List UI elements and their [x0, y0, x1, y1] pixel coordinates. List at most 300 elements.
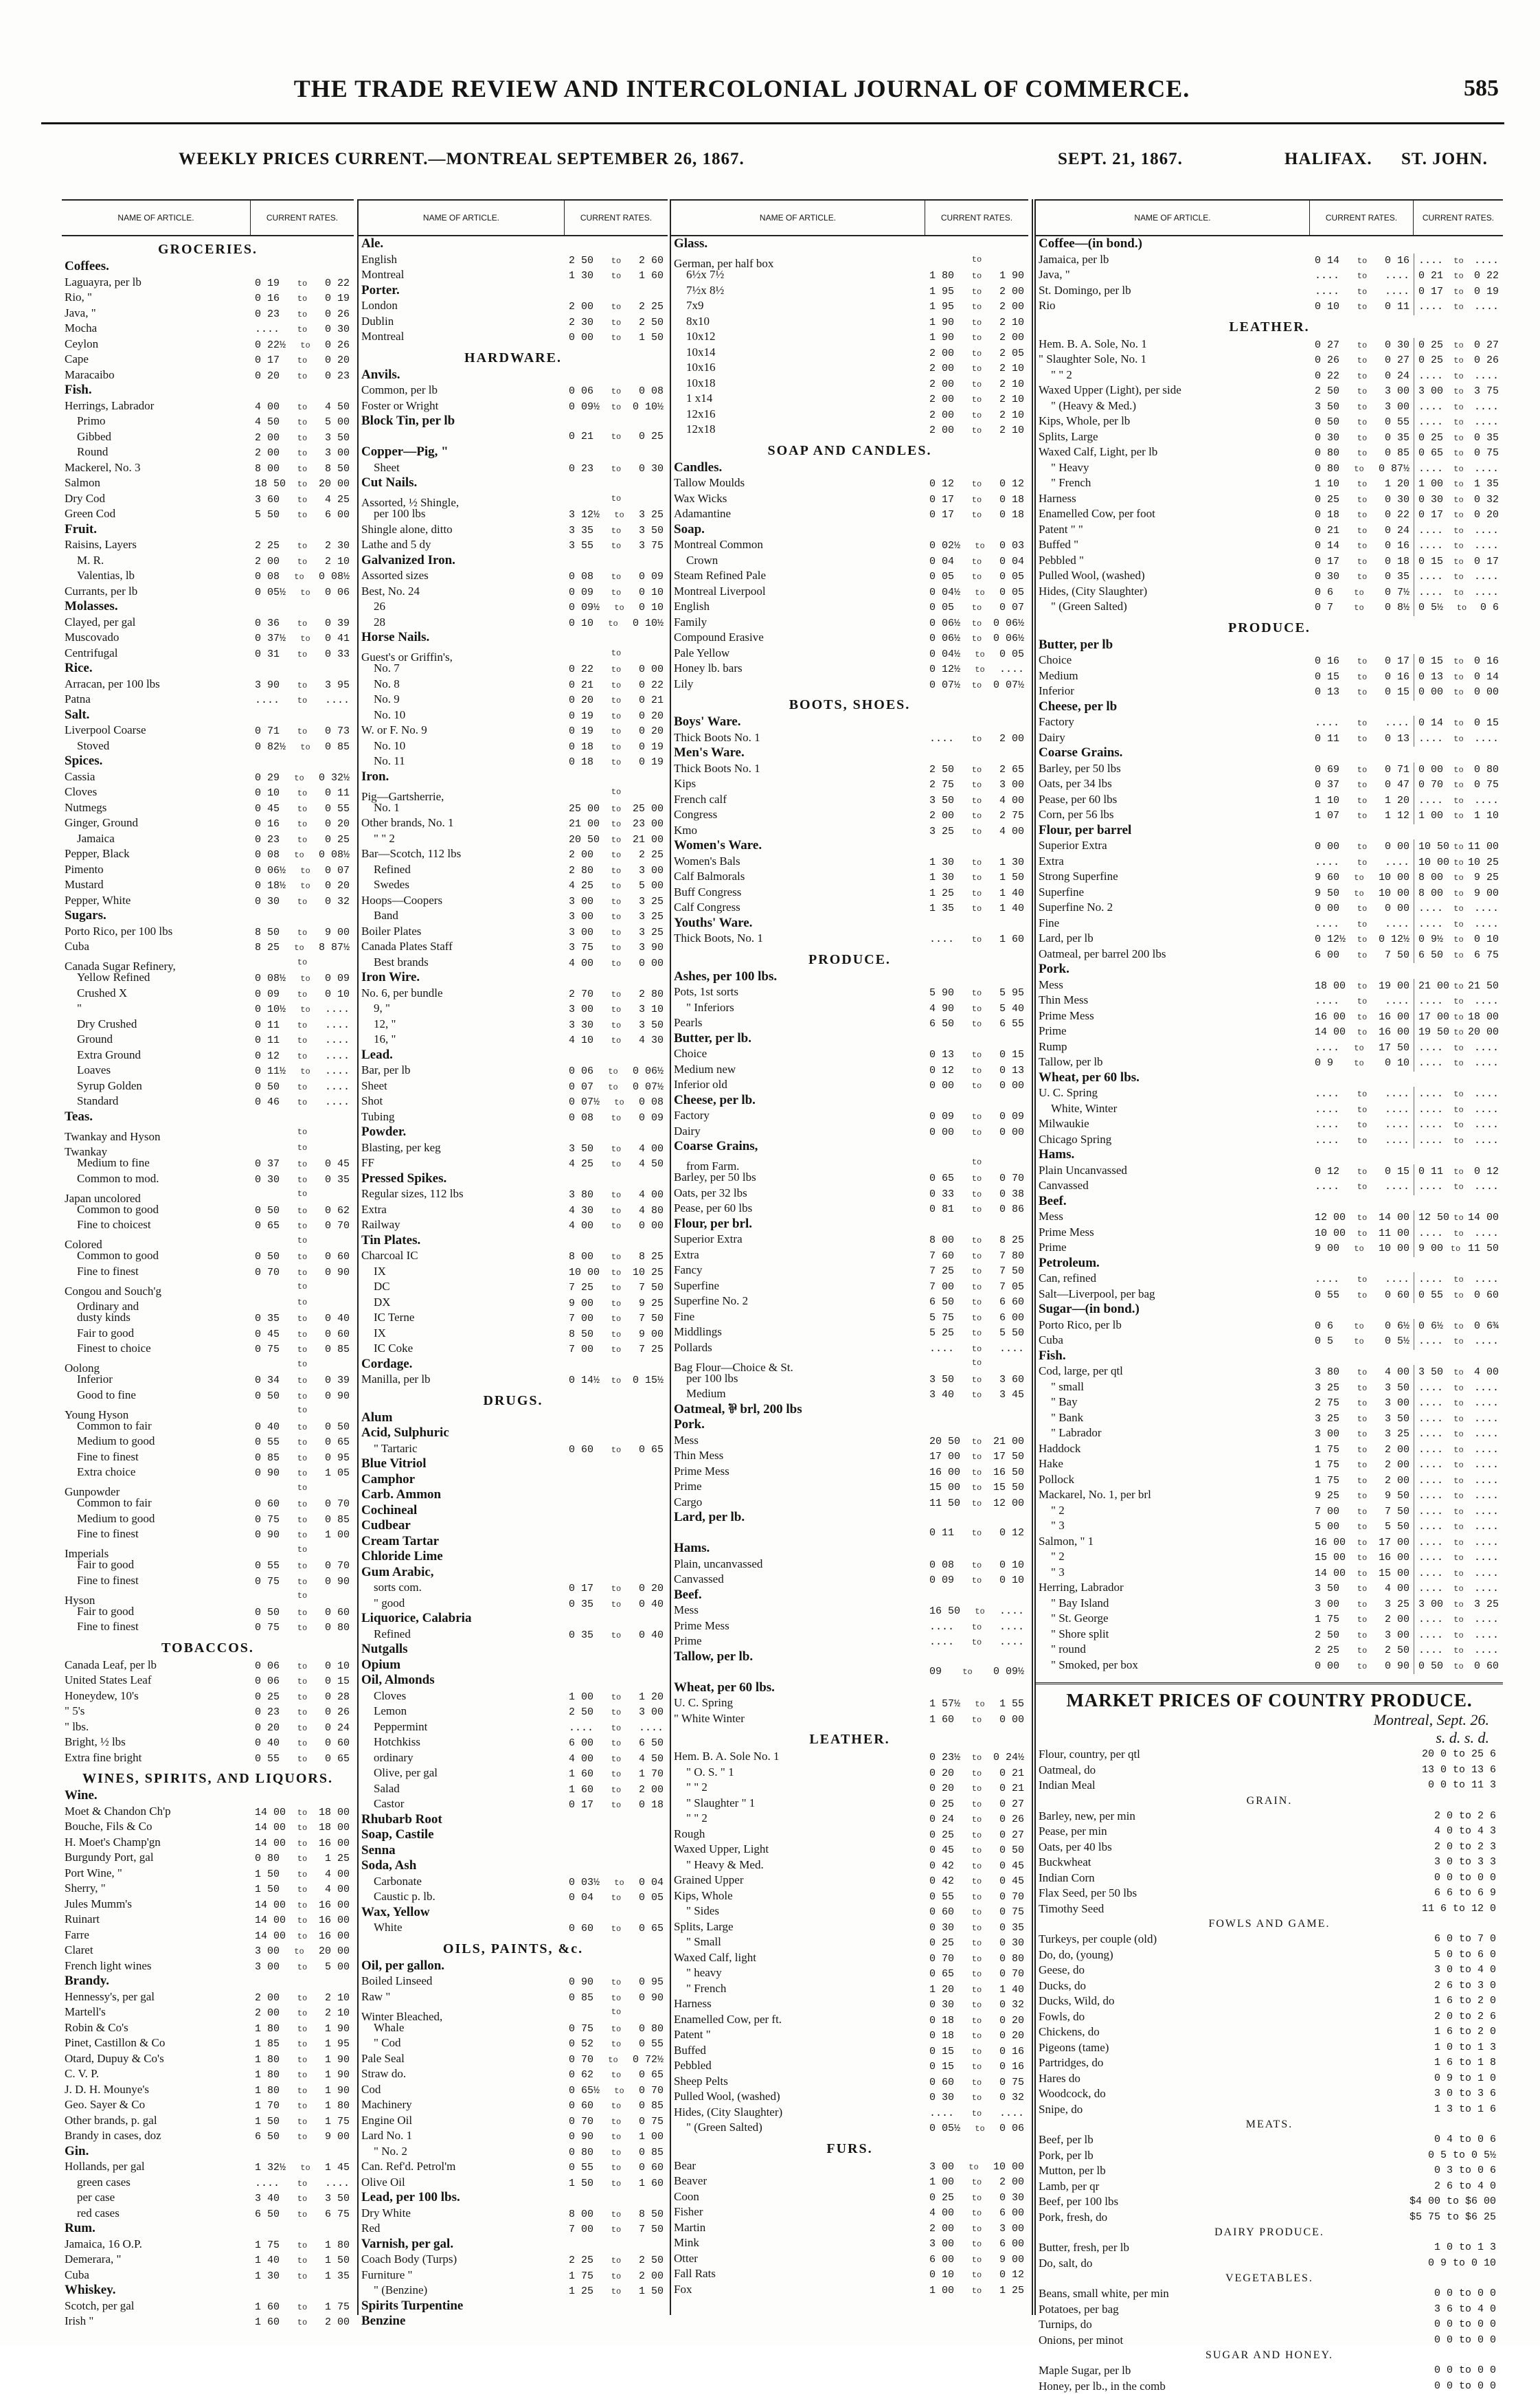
market-row	[1036, 2286, 1503, 2302]
article-name: Congress	[671, 807, 925, 823]
price-high-2: ....	[1474, 415, 1499, 431]
market-row	[1036, 2256, 1503, 2272]
price-range	[1311, 415, 1414, 431]
to-word: to	[297, 2053, 307, 2068]
category-row	[671, 714, 1028, 730]
price-range-2	[1414, 446, 1503, 462]
price-range	[251, 1721, 354, 1737]
to-word: to	[975, 585, 984, 601]
category-row	[62, 1974, 354, 1989]
price-high-2: ....	[1474, 369, 1499, 385]
page-number: 585	[1464, 76, 1499, 102]
article-name: Sheet	[359, 1079, 565, 1094]
to-word: to	[1453, 932, 1463, 948]
price-range	[925, 1952, 1028, 1967]
article-name: Valentias, lb	[62, 568, 251, 584]
price-row	[62, 800, 354, 816]
price-range-2	[1414, 384, 1503, 400]
price-range	[565, 848, 668, 863]
to-word: to	[611, 2176, 621, 2192]
article-name: Coffees.	[62, 259, 251, 275]
price-range	[925, 1859, 1028, 1875]
article-name: Extra fine bright	[62, 1750, 251, 1766]
article-name: " 3	[1036, 1518, 1311, 1534]
price-range	[1311, 253, 1414, 269]
price-row	[1036, 1642, 1503, 1658]
to-word: to	[1354, 585, 1363, 601]
to-word: to	[975, 647, 984, 663]
price-range	[925, 1750, 1028, 1766]
price-low: 4 90	[929, 1002, 954, 1017]
price-low: 09	[929, 1664, 942, 1680]
price-low: 0 06	[255, 1674, 280, 1690]
price-row	[671, 1888, 1028, 1904]
price-low: 0 12½	[1315, 932, 1346, 948]
article-name: Colored	[62, 1237, 251, 1253]
to-word: to	[611, 693, 621, 709]
price-high: 0 8½	[1385, 600, 1409, 616]
price-low: 14 00	[255, 1929, 286, 1945]
article-name: Boiled Linseed	[359, 1974, 565, 1989]
to-word: to	[611, 1188, 621, 1204]
article-name: Carb. Ammon	[359, 1487, 565, 1503]
price-row	[671, 2189, 1028, 2205]
category-row	[671, 1588, 1028, 1603]
to-word: to	[297, 554, 307, 570]
price-range	[1311, 1272, 1414, 1288]
price-high: 1 30	[999, 855, 1024, 871]
price-low: 0 14½	[569, 1373, 600, 1389]
price-low: 0 23	[569, 462, 593, 477]
price-range	[251, 1140, 354, 1156]
price-range	[925, 1155, 1028, 1171]
price-range	[251, 955, 354, 971]
price-range	[565, 2222, 668, 2238]
to-word: to	[975, 539, 984, 554]
article-name: Acid, Sulphuric	[359, 1425, 565, 1441]
price-low: 0 17	[929, 508, 954, 523]
section-heading: LEATHER.	[1036, 319, 1503, 335]
price-row	[671, 1996, 1028, 2012]
market-title: MARKET PRICES OF COUNTRY PRODUCE.	[1036, 1682, 1503, 1711]
category-row	[359, 1827, 668, 1843]
price-row	[62, 1372, 354, 1388]
to-word: to	[1357, 1458, 1367, 1473]
price-high-2: ....	[1474, 1550, 1499, 1566]
price-high: ....	[999, 662, 1024, 678]
to-word: to	[1357, 1550, 1367, 1566]
price-low: 1 60	[569, 1767, 593, 1783]
price-row	[1036, 1085, 1503, 1101]
article-name: Carbonate	[359, 1874, 565, 1890]
price-low: 0 6	[1315, 585, 1333, 601]
market-subtitle: Montreal, Sept. 26.	[1036, 1711, 1503, 1729]
price-low: 0 50	[1315, 415, 1339, 431]
price-row	[62, 1480, 354, 1496]
article-name: Pulled Wool, (washed)	[671, 2089, 925, 2105]
category-row	[359, 1812, 668, 1828]
price-low: 0 30	[255, 1173, 280, 1188]
price-low: 0 30	[1315, 431, 1339, 447]
price-high: 0 06	[325, 585, 350, 601]
to-word: to	[611, 1219, 621, 1234]
price-high-2: ....	[1474, 1473, 1499, 1489]
price-low-2: 0 65	[1418, 446, 1443, 462]
price-low: 1 90	[929, 330, 954, 346]
price-high: 2 00	[999, 300, 1024, 315]
price-high: 2 50	[639, 2253, 664, 2269]
price-high: 18 00	[319, 1820, 350, 1836]
article-name: Herring, Labrador	[1036, 1580, 1311, 1596]
to-word: to	[297, 493, 307, 508]
price-low: 0 12½	[929, 662, 960, 678]
price-row	[1036, 1364, 1503, 1379]
price-range-2	[1414, 1041, 1503, 1057]
price-row	[1036, 1225, 1503, 1241]
price-row	[1036, 1318, 1503, 1333]
price-high: 1 40	[999, 886, 1024, 902]
price-high: ....	[1385, 716, 1409, 732]
market-units: s. d. s. d.	[1036, 1729, 1503, 1747]
article-name: Round	[62, 444, 251, 460]
price-row	[62, 1279, 354, 1295]
price-range	[925, 600, 1028, 616]
price-low: 1 50	[255, 2114, 280, 2130]
price-row	[1036, 1116, 1503, 1132]
article-name: Oolong	[62, 1361, 251, 1377]
price-low: 1 60	[255, 2300, 280, 2316]
price-range	[251, 1929, 354, 1945]
article-name: No. 10	[359, 708, 565, 723]
price-low: 4 10	[569, 1033, 593, 1049]
price-low: 0 37	[255, 1157, 280, 1173]
to-word: to	[611, 569, 621, 585]
price-low: 16 00	[929, 1465, 960, 1481]
price-range	[1311, 369, 1414, 385]
article-name: Assorted sizes	[359, 568, 565, 584]
price-high: 1 60	[639, 269, 664, 284]
price-range	[251, 894, 354, 910]
price-row	[671, 1842, 1028, 1857]
article-name: IC Terne	[359, 1310, 565, 1326]
article-name: Powder.	[359, 1125, 565, 1140]
price-high: 16 00	[1379, 1010, 1409, 1026]
price-high: 0 03	[999, 539, 1024, 554]
price-low: 0 00	[569, 330, 593, 346]
price-low: ....	[1315, 855, 1339, 871]
market-item: Woodcock, do	[1036, 2086, 1366, 2102]
article-name: Butter, per lb.	[671, 1031, 925, 1047]
price-high: 0 09	[999, 1109, 1024, 1125]
article-name: red cases	[62, 2206, 251, 2222]
price-high: 5 40	[999, 1002, 1024, 1017]
article-name: Youths' Ware.	[671, 916, 925, 931]
price-row	[359, 2252, 668, 2268]
market-row	[1036, 2179, 1503, 2195]
price-range	[251, 1960, 354, 1976]
price-row	[62, 862, 354, 878]
price-range	[925, 554, 1028, 570]
price-range	[251, 322, 354, 338]
price-row	[359, 2082, 668, 2098]
price-high: ....	[1385, 855, 1409, 871]
article-name: Fine to finest	[62, 1619, 251, 1635]
to-word: to	[1357, 1025, 1367, 1041]
price-row	[671, 1711, 1028, 1727]
price-row	[359, 314, 668, 330]
article-name: Wax Wicks	[671, 491, 925, 507]
price-range	[251, 1219, 354, 1234]
to-word: to	[972, 793, 982, 809]
price-high-2: ....	[1474, 1381, 1499, 1397]
market-value: 0 0 to 0 0	[1366, 2333, 1503, 2349]
price-row	[359, 1735, 668, 1750]
price-low-2: ....	[1418, 901, 1443, 917]
market-value: 6 0 to 7 0	[1366, 1932, 1503, 1947]
article-name: Engine Oil	[359, 2113, 565, 2129]
article-name: Jules Mumm's	[62, 1897, 251, 1912]
article-name: Can, refined	[1036, 1271, 1311, 1287]
price-high: 0 32	[999, 1998, 1024, 2013]
price-row	[1036, 506, 1503, 522]
article-name: Mackarel, No. 1, per brl	[1036, 1487, 1311, 1503]
price-row	[1036, 869, 1503, 885]
price-high: 3 50	[1385, 1412, 1409, 1427]
price-range	[565, 462, 668, 477]
price-high: ....	[999, 2106, 1024, 2122]
to-word: to	[1357, 901, 1367, 917]
article-name: Rum.	[62, 2221, 251, 2237]
price-range-2	[1414, 1396, 1503, 1412]
price-low: 0 55	[929, 1890, 954, 1906]
price-range	[1311, 600, 1414, 616]
price-low: 1 00	[569, 1690, 593, 1706]
article-name: Nutmegs	[62, 800, 251, 816]
article-name: Kips, Whole	[671, 1888, 925, 1904]
article-name: Petroleum.	[1036, 1256, 1311, 1272]
price-high: 8 25	[999, 1233, 1024, 1249]
price-range	[565, 1581, 668, 1597]
price-low-2: ....	[1418, 415, 1443, 431]
article-name: Other brands, No. 1	[359, 815, 565, 831]
price-high: ....	[325, 1049, 350, 1065]
article-name: Lemon	[359, 1704, 565, 1719]
article-name: Dry White	[359, 2206, 565, 2222]
price-row	[62, 1673, 354, 1689]
price-range	[1311, 1133, 1414, 1149]
article-name: Bar, per lb	[359, 1063, 565, 1079]
price-range	[925, 2059, 1028, 2075]
to-word: to	[1453, 763, 1463, 778]
price-range	[565, 802, 668, 817]
price-low-2: 0 25	[1418, 338, 1443, 354]
price-low: 0 19	[569, 724, 593, 740]
price-row	[671, 792, 1028, 808]
price-high: 0 07	[999, 600, 1024, 616]
article-name: Hyson	[62, 1593, 251, 1609]
price-low: 3 00	[255, 1960, 280, 1976]
price-high: 0 10	[325, 987, 350, 1003]
price-range	[251, 493, 354, 508]
article-name: Beef.	[671, 1588, 925, 1603]
to-word: to	[1453, 778, 1463, 793]
price-low: 0 69	[1315, 763, 1339, 778]
to-word: to	[972, 1388, 982, 1403]
article-name: DX	[359, 1295, 565, 1311]
article-name: Rice.	[62, 661, 251, 677]
price-low: 0 30	[1315, 569, 1339, 585]
category-row	[671, 1031, 1028, 1047]
market-item: Pigeons (tame)	[1036, 2040, 1366, 2056]
price-low: 0 50	[255, 1605, 280, 1621]
to-word: to	[611, 2284, 621, 2300]
article-name: Chicago Spring	[1036, 1132, 1311, 1148]
price-low-2: 0 6½	[1418, 1319, 1443, 1335]
article-name: Lead.	[359, 1048, 565, 1063]
price-range-2	[1414, 1056, 1503, 1072]
price-low-2: 0 00	[1418, 763, 1443, 778]
price-range	[251, 1311, 354, 1327]
price-row	[671, 900, 1028, 916]
price-high: 23 00	[633, 817, 664, 833]
price-high-2: ....	[1474, 994, 1499, 1010]
to-word: to	[297, 1219, 307, 1234]
to-word: to	[975, 1697, 984, 1713]
price-range	[925, 1373, 1028, 1388]
to-word: to	[1357, 1581, 1367, 1597]
article-name: Buffed	[671, 2043, 925, 2059]
price-low: 0 30	[255, 894, 280, 910]
price-row	[1036, 267, 1503, 283]
price-range	[565, 1250, 668, 1265]
to-word: to	[611, 2114, 621, 2130]
price-row	[671, 1278, 1028, 1294]
article-name: Family	[671, 615, 925, 631]
price-row	[359, 2206, 668, 2222]
price-range	[1311, 1473, 1414, 1489]
to-word: to	[1453, 446, 1463, 462]
to-word: to	[297, 2315, 307, 2331]
article-name: C. V. P.	[62, 2066, 251, 2082]
to-word: to	[1453, 369, 1463, 385]
price-range-2	[1414, 932, 1503, 948]
price-range	[925, 2268, 1028, 2283]
to-word: to	[611, 940, 621, 956]
price-high-2: ....	[1474, 1612, 1499, 1628]
to-word: to	[614, 1875, 624, 1891]
price-range	[925, 855, 1028, 871]
price-high: 2 60	[639, 253, 664, 269]
article-name: Superfine	[671, 1278, 925, 1294]
price-row	[359, 1140, 668, 1156]
article-name: 16, "	[359, 1032, 565, 1048]
price-high: 0 30	[999, 1936, 1024, 1952]
price-row	[359, 646, 668, 662]
price-low: 0 02½	[929, 539, 960, 554]
price-high-2: 0 26	[1474, 353, 1499, 369]
price-row	[359, 2097, 668, 2113]
price-row	[1036, 1425, 1503, 1441]
market-row	[1036, 2024, 1503, 2040]
category-row	[359, 414, 668, 429]
price-range-2	[1414, 1566, 1503, 1582]
article-name: Superfine No. 2	[1036, 900, 1311, 916]
to-word: to	[1357, 1443, 1367, 1458]
price-high: 0 41	[325, 631, 350, 647]
article-name: Waxed Upper (Light), per side	[1036, 383, 1311, 398]
price-low-2: ....	[1418, 253, 1443, 269]
category-row	[359, 1843, 668, 1859]
category-row	[671, 1680, 1028, 1696]
article-name: " lbs.	[62, 1719, 251, 1735]
price-low: 0 05½	[255, 585, 286, 601]
price-high: 0 6½	[1385, 1319, 1409, 1335]
to-word: to	[297, 1279, 307, 1295]
price-high-2: 0 60	[1474, 1288, 1499, 1304]
article-name: Beef.	[1036, 1194, 1311, 1210]
price-row	[62, 2252, 354, 2268]
price-low: 1 00	[929, 2175, 954, 2191]
price-high-2: ....	[1474, 1272, 1499, 1288]
to-word: to	[300, 1064, 310, 1080]
price-range	[565, 269, 668, 284]
price-high: 0 11	[325, 786, 350, 802]
price-range	[251, 1574, 354, 1590]
price-range	[1311, 1381, 1414, 1397]
price-range	[565, 956, 668, 972]
to-word: to	[972, 1434, 982, 1450]
price-row	[671, 1618, 1028, 1634]
article-name: Wax, Yellow	[359, 1905, 565, 1921]
price-range	[1311, 431, 1414, 447]
article-name: Bar—Scotch, 112 lbs	[359, 846, 565, 862]
price-low-2: 0 30	[1418, 493, 1443, 508]
to-word: to	[297, 1674, 307, 1690]
to-word: to	[972, 631, 982, 647]
market-row	[1036, 1947, 1503, 1963]
price-row	[671, 2173, 1028, 2189]
to-word: to	[972, 377, 982, 393]
article-name: Prime Mess	[1036, 1008, 1311, 1024]
price-range	[1311, 300, 1414, 315]
price-high: 0 33	[325, 647, 350, 663]
price-low-2: ....	[1418, 994, 1443, 1010]
to-word: to	[297, 353, 307, 369]
price-range-2	[1414, 1087, 1503, 1103]
price-row	[671, 776, 1028, 792]
article-name: Bag Flour—Choice & St.	[671, 1360, 925, 1376]
category-row	[1036, 1070, 1503, 1086]
to-word: to	[1354, 886, 1363, 902]
price-row	[62, 290, 354, 306]
price-range	[925, 932, 1028, 948]
article-name: Syrup Golden	[62, 1079, 251, 1094]
price-row	[359, 1295, 668, 1311]
price-low: 0 10	[1315, 300, 1339, 315]
article-name: Canada Sugar Refinery,	[62, 959, 251, 975]
article-name: Mess	[671, 1603, 925, 1618]
to-word: to	[611, 879, 621, 894]
price-high: 0 60	[325, 1327, 350, 1343]
market-row	[1036, 1901, 1503, 1917]
price-high: 1 90	[325, 2022, 350, 2037]
price-low: 0 81	[929, 1202, 954, 1218]
article-name: Medium to fine	[62, 1155, 251, 1171]
price-high: 1 20	[1385, 477, 1409, 493]
price-range	[925, 2013, 1028, 2029]
price-low: 0 40	[255, 1736, 280, 1752]
column-hardware	[357, 199, 668, 2315]
